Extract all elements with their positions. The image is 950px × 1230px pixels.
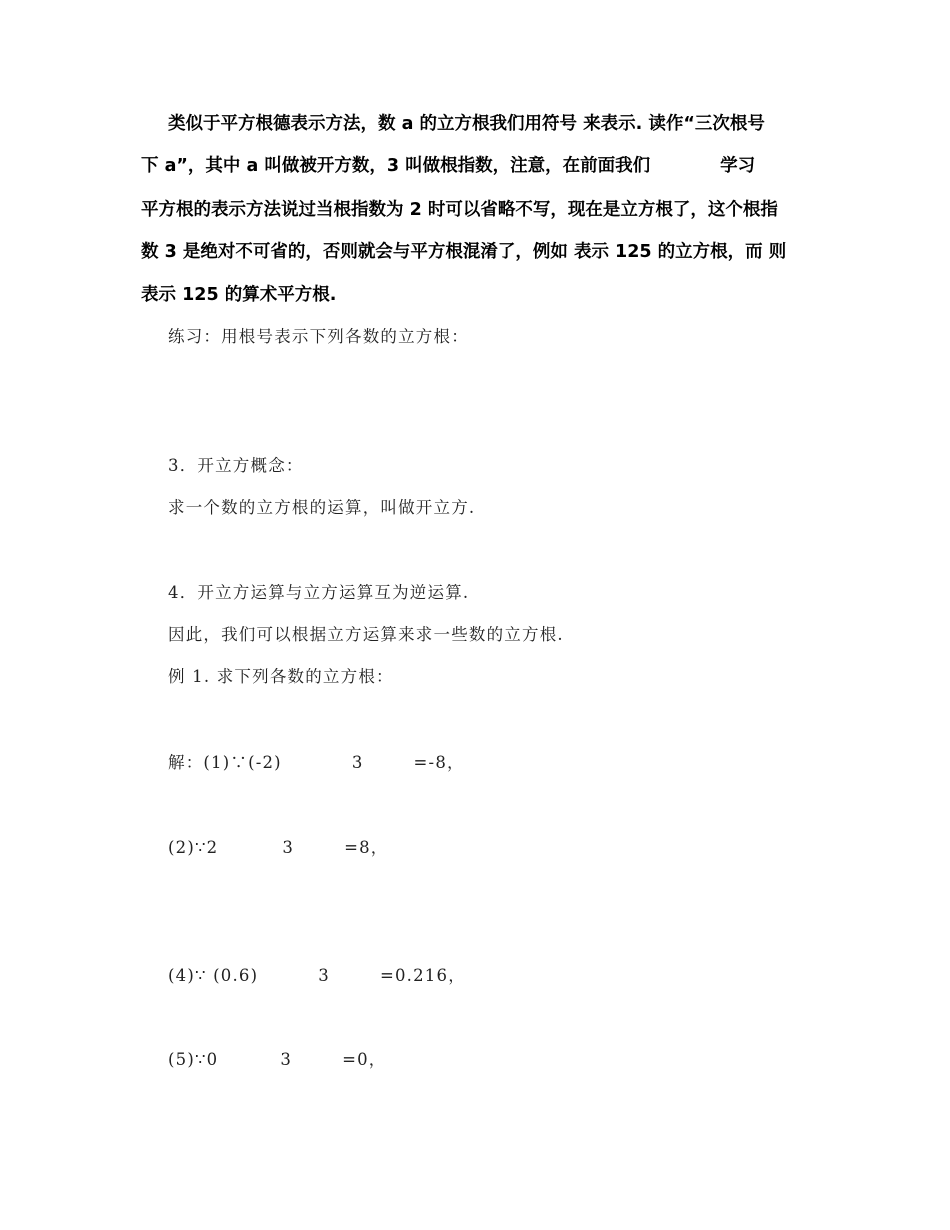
solution-5-exponent: 3 xyxy=(280,1050,293,1069)
solution-4-exponent: 3 xyxy=(318,966,330,985)
intro-line-4: 数 3 是绝对不可省的，否则就会与平方根混淆了，例如 表示 125 的立方根，而 则 xyxy=(141,242,787,262)
solution-1 xyxy=(168,755,465,772)
section-4-heading: 4．开立方运算与立方运算互为逆运算. xyxy=(168,583,470,602)
intro-line-2 xyxy=(141,158,755,176)
solution-2-result: =8， xyxy=(344,838,389,857)
solution-5-result: =0， xyxy=(342,1050,387,1069)
section-3-heading: 3．开立方概念： xyxy=(168,456,304,475)
section-4-body: 因此，我们可以根据立方运算来求一些数的立方根. xyxy=(168,625,564,644)
solution-2-exponent: 3 xyxy=(282,838,295,857)
solution-2-base: (2)∵2 xyxy=(168,838,219,857)
solution-4 xyxy=(168,968,466,985)
solution-5 xyxy=(168,1052,387,1069)
solution-2 xyxy=(168,840,389,857)
intro-line-2-text: 下 a”，其中 a 叫做被开方数，3 叫做根指数，注意，在前面我们 xyxy=(141,156,651,176)
solution-5-base: (5)∵0 xyxy=(168,1050,219,1069)
exercise-prompt: 练习：用根号表示下列各数的立方根： xyxy=(168,327,469,346)
solution-4-result: =0.216， xyxy=(379,966,466,985)
solution-1-exponent: 3 xyxy=(351,753,364,772)
solution-1-result: =-8， xyxy=(413,753,465,772)
intro-line-3: 平方根的表示方法说过当根指数为 2 时可以省略不写，现在是立方根了，这个根指 xyxy=(141,200,778,220)
example-title: 例 1. 求下列各数的立方根： xyxy=(168,667,394,686)
intro-line-5: 表示 125 的算术平方根. xyxy=(141,285,337,305)
solution-1-base: 解：(1)∵(-2) xyxy=(168,753,282,772)
intro-line-1: 类似于平方根德表示方法，数 a 的立方根我们用符号 来表示. 读作“三次根号 xyxy=(168,114,765,134)
intro-line-2-tail: 学习 xyxy=(720,156,756,176)
section-3-body: 求一个数的立方根的运算，叫做开立方. xyxy=(168,498,476,517)
solution-4-base: (4)∵ (0.6) xyxy=(168,966,259,985)
